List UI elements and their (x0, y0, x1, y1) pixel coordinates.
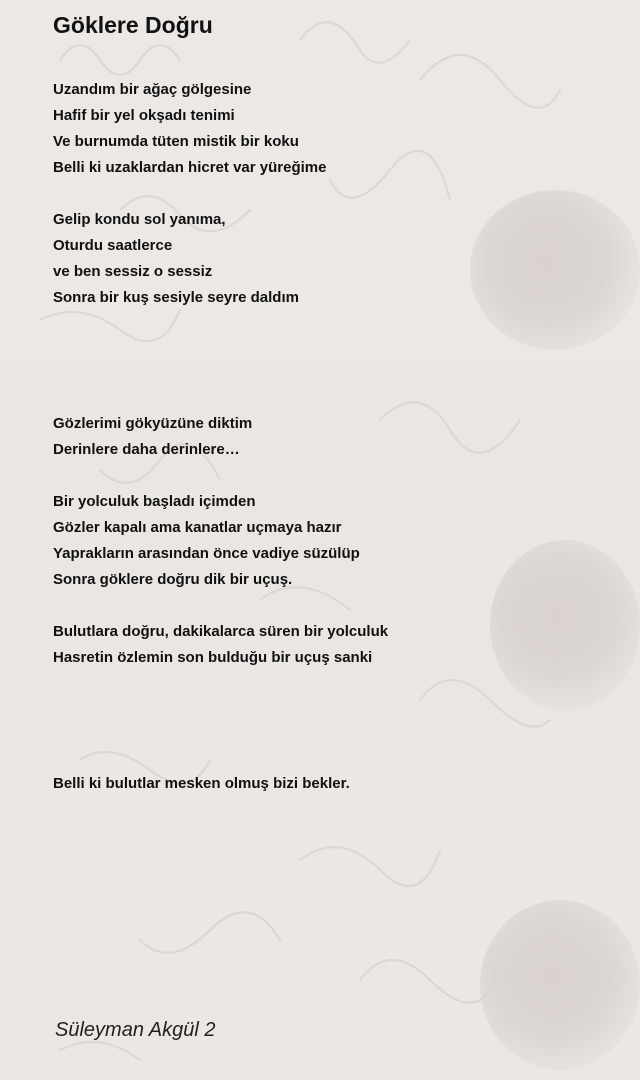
stanza-4 (53, 489, 360, 593)
poem-line: Belli ki uzaklardan hicret var yüreğime (53, 159, 327, 176)
stanza-2 (53, 207, 299, 311)
poem-line: Hafif bir yel okşadı tenimi (53, 107, 235, 124)
poem-line: Sonra bir kuş sesiyle seyre daldım (53, 289, 299, 306)
poem-line: Uzandım bir ağaç gölgesine (53, 81, 252, 98)
poem-line: Yaprakların arasından önce vadiye süzülüp (53, 545, 360, 562)
poem-title: Göklere Doğru (53, 12, 213, 38)
poem-line: Gelip kondu sol yanıma, (53, 211, 226, 228)
stanza-1 (53, 77, 326, 181)
poem-line: Oturdu saatlerce (53, 237, 173, 254)
poem-line: Gözlerimi gökyüzüne diktim (53, 415, 253, 432)
stanza-6 (53, 771, 350, 797)
poem-line: Gözler kapalı ama kanatlar uçmaya hazır (53, 519, 342, 536)
poem-line: Belli ki bulutlar mesken olmuş bizi bekler. (53, 775, 350, 792)
poem-line: ve ben sessiz o sessiz (53, 263, 213, 280)
poem-line: Ve burnumda tüten mistik bir koku (53, 133, 299, 150)
author-name: Süleyman Akgül 2 (55, 1019, 216, 1041)
poem-line: Bir yolculuk başladı içimden (53, 493, 256, 510)
poem-line: Bulutlara doğru, dakikalarca süren bir yolculuk (53, 623, 389, 640)
poem-line: Hasretin özlemin son bulduğu bir uçuş sanki (53, 649, 373, 666)
stanza-5 (53, 619, 388, 671)
stanza-3 (53, 411, 252, 463)
poem-line: Sonra göklere doğru dik bir uçuş. (53, 571, 293, 588)
poem-line: Derinlere daha derinlere… (53, 441, 240, 458)
